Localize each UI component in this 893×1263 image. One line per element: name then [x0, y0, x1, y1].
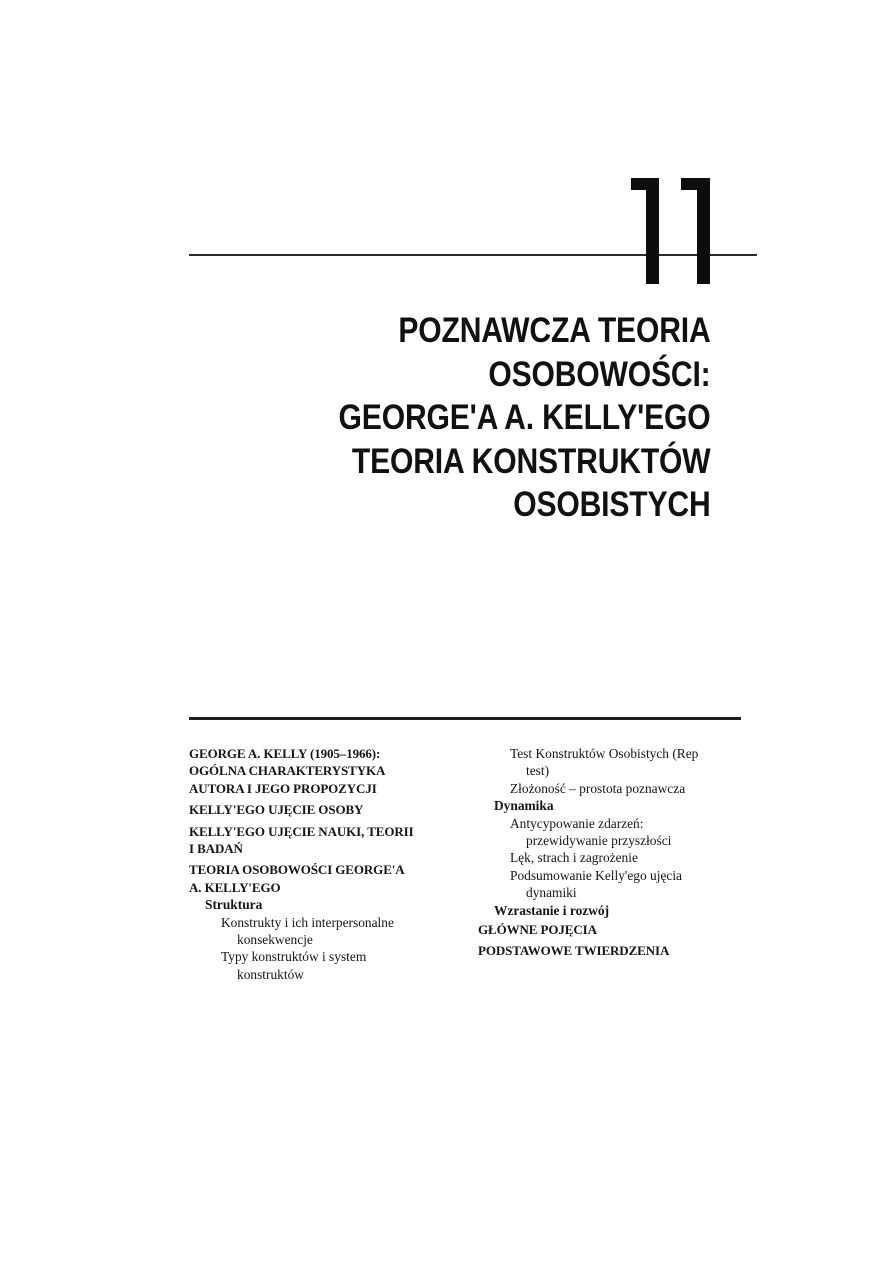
toc-line: OGÓLNA CHARAKTERYSTYKA	[189, 763, 386, 779]
toc-line: Podsumowanie Kelly'ego ujęcia	[510, 867, 682, 883]
toc-entry	[189, 896, 459, 913]
toc-entry	[189, 948, 459, 983]
toc-entry	[478, 780, 748, 797]
toc-line: AUTORA I JEGO PROPOZYCJI	[189, 780, 377, 796]
toc-line: przewidywanie przyszłości	[526, 833, 672, 849]
toc-entry	[478, 921, 748, 938]
toc-line: test)	[526, 763, 550, 779]
toc-line: GŁÓWNE POJĘCIA	[478, 922, 597, 938]
toc-line: Złożoność – prostota poznawcza	[510, 780, 686, 796]
toc-entry	[478, 942, 748, 959]
toc-line: KELLY'EGO UJĘCIE NAUKI, TEORII	[189, 823, 414, 839]
toc-line: Dynamika	[494, 798, 554, 814]
chapter-title	[339, 309, 711, 527]
toc-entry	[189, 823, 459, 858]
toc-entry	[189, 801, 459, 818]
toc-line: Typy konstruktów i system	[221, 949, 367, 965]
toc-entry	[478, 849, 748, 866]
toc-entry	[189, 914, 459, 949]
toc-entry	[189, 861, 459, 896]
toc-line: A. KELLY'EGO	[189, 879, 281, 895]
toc-line: konstruktów	[237, 966, 304, 982]
chapter-title-line: OSOBISTYCH	[513, 485, 711, 524]
toc-line: Struktura	[205, 897, 263, 913]
toc-line: PODSTAWOWE TWIERDZENIA	[478, 943, 670, 959]
chapter-top-rule	[189, 254, 757, 256]
toc-line: Test Konstruktów Osobistych (Rep	[510, 746, 699, 761]
toc-line: GEORGE A. KELLY (1905–1966):	[189, 746, 381, 761]
chapter-number-digit-2-stem	[697, 178, 710, 284]
contents-left-column	[189, 745, 459, 983]
toc-entry	[478, 745, 748, 780]
chapter-title-line: POZNAWCZA TEORIA	[398, 311, 711, 350]
toc-line: Lęk, strach i zagrożenie	[510, 850, 638, 866]
toc-entry	[478, 815, 748, 850]
toc-entry	[478, 867, 748, 902]
toc-line: I BADAŃ	[189, 841, 243, 857]
chapter-number-digit-1-stem	[646, 178, 659, 284]
contents-top-rule	[189, 717, 741, 720]
toc-line: konsekwencje	[237, 932, 313, 948]
chapter-title-line: GEORGE'A A. KELLY'EGO	[339, 398, 711, 437]
chapter-title-line: OSOBOWOŚCI:	[488, 354, 711, 394]
toc-line: TEORIA OSOBOWOŚCI GEORGE'A	[189, 862, 405, 878]
toc-line: Wzrastanie i rozwój	[494, 902, 610, 918]
toc-line: Konstrukty i ich interpersonalne	[221, 914, 394, 930]
toc-line: KELLY'EGO UJĘCIE OSOBY	[189, 802, 364, 818]
toc-line: dynamiki	[526, 885, 577, 901]
toc-entry	[478, 797, 748, 814]
toc-entry	[189, 745, 459, 797]
toc-entry	[478, 902, 748, 919]
chapter-title-line: TEORIA KONSTRUKTÓW	[352, 441, 711, 481]
toc-line: Antycypowanie zdarzeń:	[510, 815, 644, 831]
contents-right-column	[478, 745, 748, 960]
